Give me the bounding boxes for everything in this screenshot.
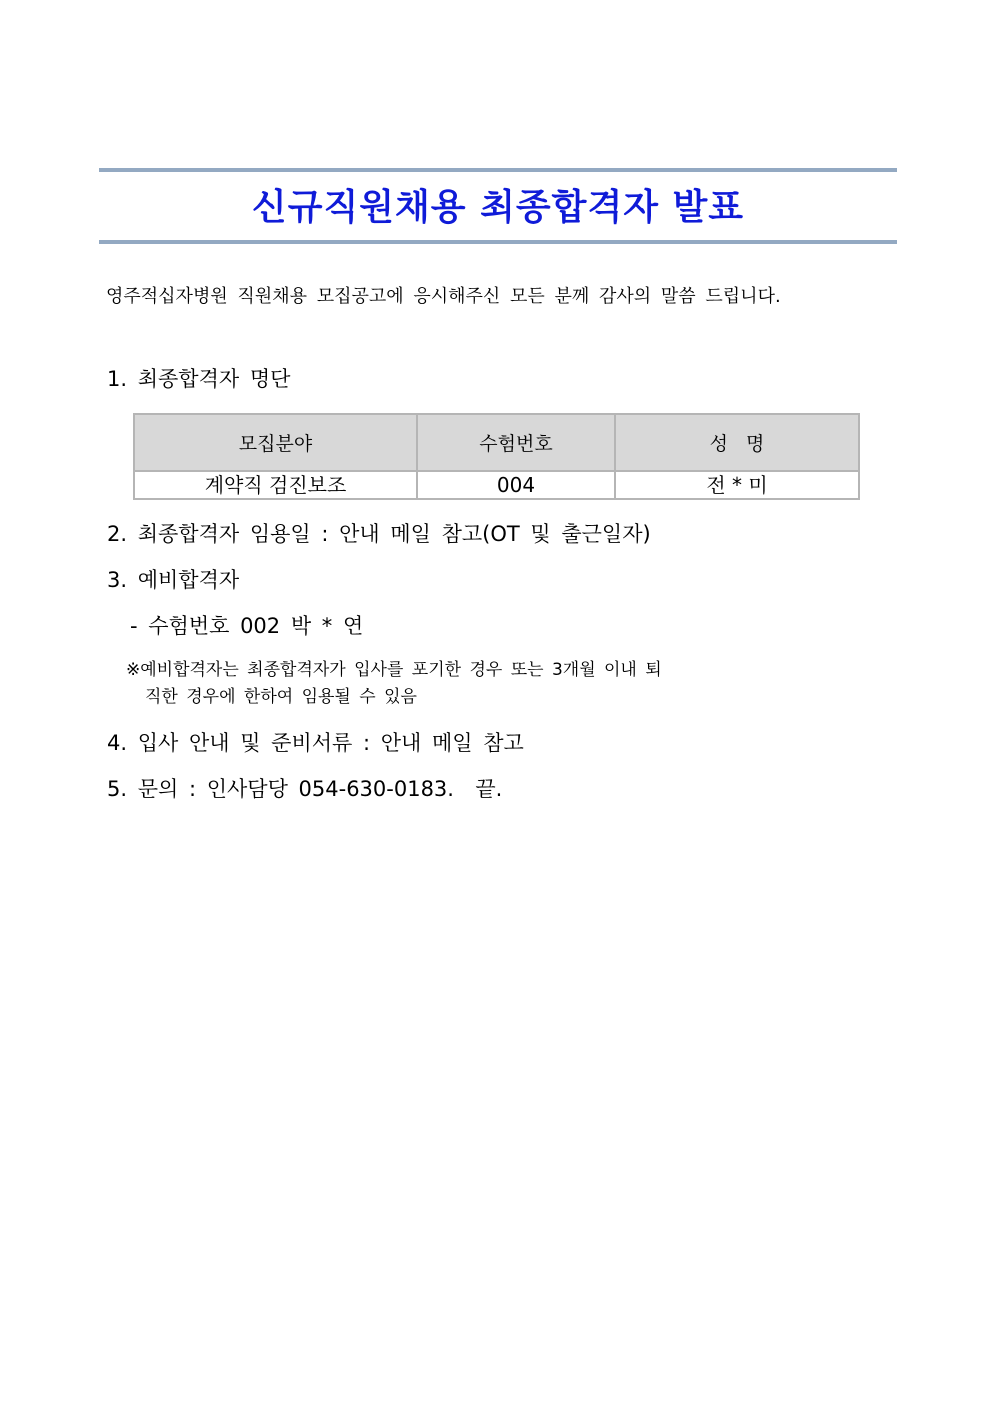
reserve-passer-item: - 수험번호 002 박 * 연 [130,614,364,638]
intro-text: 영주적십자병원 직원채용 모집공고에 응시해주신 모든 분께 감사의 말씀 드립니다. [106,286,781,307]
section-4-heading: 4. 입사 안내 및 준비서류 : 안내 메일 참고 [107,731,524,755]
page-title: 신규직원채용 최종합격자 발표 [251,187,745,228]
reserve-note-line-2: 직한 경우에 한하여 임용될 수 있음 [145,687,417,707]
section-5-heading: 5. 문의 : 인사담당 054-630-0183. 끝. [107,777,503,801]
table-row [134,471,859,499]
section-2-heading: 2. 최종합격자 임용일 : 안내 메일 참고(OT 및 출근일자) [107,522,651,546]
cell-name: 전 * 미 [615,471,859,499]
cell-recruit-field: 계약직 검진보조 [134,471,417,499]
header-name: 성 명 [615,414,859,471]
reserve-note [126,657,662,711]
title-top-rule [99,168,897,172]
final-passers-table [133,413,860,500]
header-exam-number: 수험번호 [417,414,615,471]
section-3-heading: 3. 예비합격자 [107,568,240,592]
cell-exam-number: 004 [417,471,615,499]
title-bottom-rule [99,240,897,244]
reserve-note-line-1: ※예비합격자는 최종합격자가 입사를 포기한 경우 또는 3개월 이내 퇴 [126,660,662,680]
section-1-heading: 1. 최종합격자 명단 [107,367,291,391]
header-recruit-field: 모집분야 [134,414,417,471]
table-header-row [134,414,859,471]
